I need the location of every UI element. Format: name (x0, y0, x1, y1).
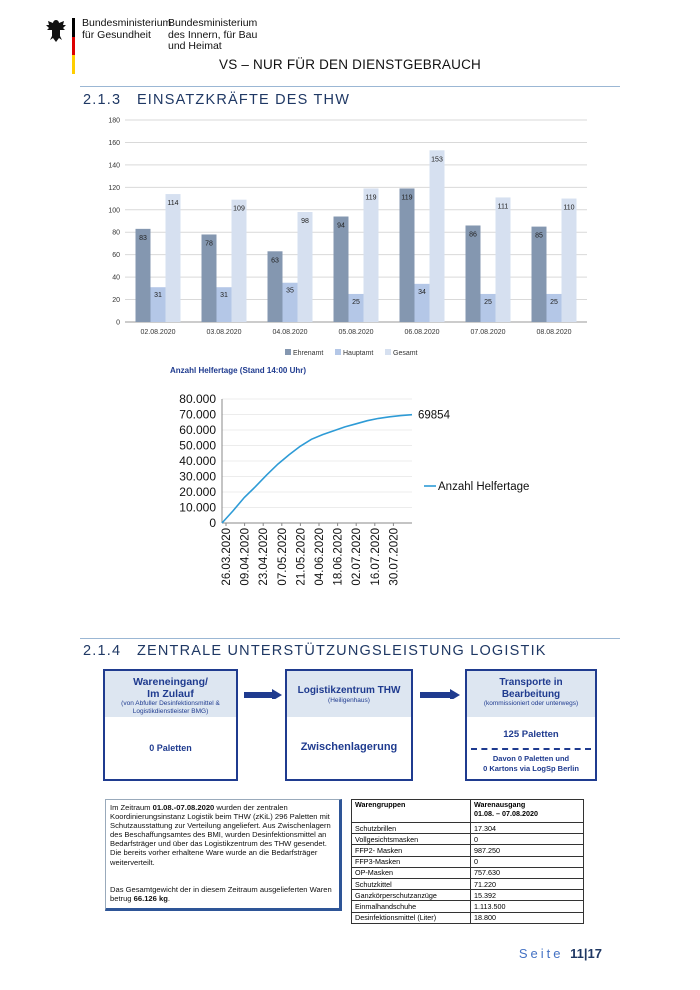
table-row (352, 867, 584, 878)
bar-ehrenamt (136, 229, 151, 322)
table-row (352, 823, 584, 834)
flow-box-transports-pallets: 125 Paletten (503, 729, 559, 740)
y-tick-label: 80 (112, 229, 120, 237)
x-tick-label: 30.07.2020 (388, 528, 401, 586)
bar-gesamt (166, 194, 181, 322)
x-tick-label: 08.08.2020 (536, 329, 572, 336)
line-chart-title: Anzahl Helfertage (Stand 14:00 Uhr) (170, 366, 307, 375)
bar-value-label: 114 (167, 200, 179, 208)
bar-gesamt (298, 212, 313, 322)
flow-box-transports-detail2: 0 Kartons via LogSp Berlin (483, 763, 579, 773)
table-cell-value: 17.304 (471, 823, 584, 834)
table-cell-group: Schutzkittel (352, 878, 471, 889)
table-row (352, 912, 584, 923)
bar-value-label: 110 (563, 204, 575, 212)
table-header-row (352, 800, 584, 823)
bar-gesamt (364, 188, 379, 322)
section-divider (80, 638, 620, 639)
flow-box-logistics-value: Zwischenlagerung (300, 741, 398, 753)
flow-box-transports-detail1: Davon 0 Paletten und (492, 754, 570, 763)
flow-box-incoming-value: 0 Paletten (149, 743, 192, 753)
bar-value-label: 25 (550, 298, 558, 306)
legend-label: Gesamt (393, 350, 418, 357)
line-chart-helper-days (170, 385, 550, 605)
y-tick-label: 160 (108, 139, 120, 147)
table-cell-group: Desinfektionsmittel (Liter) (352, 912, 471, 923)
x-tick-label: 05.08.2020 (338, 329, 374, 336)
y-tick-label: 20 (112, 297, 120, 305)
bar-ehrenamt (400, 188, 415, 322)
page-current: 11 (570, 946, 584, 961)
summary-paragraph-2: Das Gesamtgewicht der in diesem Zeitraum ausgelieferten Waren betrug 66.126 kg. (110, 884, 332, 903)
table-cell-group: Schutzbrillen (352, 823, 471, 834)
bar-value-label: 25 (484, 298, 492, 306)
x-tick-label: 16.07.2020 (369, 528, 382, 586)
x-tick-label: 04.06.2020 (314, 528, 326, 586)
x-tick-label: 09.04.2020 (239, 528, 252, 586)
flow-arrow-icon (420, 689, 460, 699)
bar-ehrenamt (466, 225, 481, 322)
goods-outgoing-table (351, 799, 584, 924)
table-cell-value: 18.800 (471, 912, 584, 923)
y-tick-label: 20.000 (179, 485, 216, 499)
flow-box-logistics-center (285, 669, 413, 781)
x-tick-label: 07.05.2020 (276, 528, 289, 586)
legend-swatch-gesamt (385, 349, 391, 355)
x-tick-label: 26.03.2020 (221, 528, 233, 586)
bar-gesamt (232, 200, 247, 322)
table-cell-group: FFP3-Masken (352, 856, 471, 867)
flow-box-incoming-sub1: (von Abfuller Desinfektionsmittel & (121, 700, 220, 707)
classification-label: VS – NUR FÜR DEN DIENSTGEBRAUCH (219, 57, 481, 72)
page-separator: | (583, 946, 588, 961)
x-tick-label: 18.06.2020 (332, 528, 345, 586)
series-line-helfertage (222, 415, 412, 523)
table-cell-group: FFP2- Masken (352, 845, 471, 856)
series-end-label: 69854 (418, 409, 450, 422)
bar-value-label: 86 (469, 231, 477, 239)
flow-box-incoming (103, 669, 238, 781)
table-header-outgoing-period: 01.08. – 07.08.2020 (474, 809, 538, 818)
flow-box-transports-detail (467, 754, 595, 773)
flow-box-transports (465, 669, 597, 781)
table-cell-value: 71.220 (471, 878, 584, 889)
y-tick-label: 180 (108, 117, 120, 125)
legend-swatch-hauptamt (335, 349, 341, 355)
x-tick-label: 21.05.2020 (295, 528, 308, 586)
flow-box-incoming-sub2: Logistikdienstleister BMG) (132, 708, 209, 715)
flow-box-incoming-title2: Im Zulauf (147, 688, 194, 700)
y-tick-label: 40 (112, 274, 120, 282)
page-number (519, 946, 602, 961)
table-row (352, 845, 584, 856)
bar-gesamt (496, 197, 511, 322)
bar-value-label: 78 (205, 240, 213, 248)
y-tick-label: 0 (209, 516, 216, 530)
flow-box-transports-title2: Bearbeitung (501, 688, 561, 700)
table-header-group: Warengruppen (352, 800, 471, 823)
bar-value-label: 31 (220, 292, 228, 300)
bar-value-label: 35 (286, 287, 294, 295)
table-cell-value: 1.113.500 (471, 901, 584, 912)
y-tick-label: 30.000 (179, 469, 216, 484)
table-cell-value: 15.392 (471, 890, 584, 901)
bar-value-label: 111 (497, 203, 509, 211)
table-header-outgoing (471, 800, 584, 823)
y-tick-label: 100 (108, 207, 120, 215)
bar-value-label: 94 (337, 222, 345, 230)
x-tick-label: 02.07.2020 (351, 528, 364, 586)
page-total: 17 (587, 946, 602, 961)
federal-eagle-logo (45, 18, 67, 44)
flow-box-logistics-sub: (Heiligenhaus) (328, 697, 370, 704)
table-cell-value: 0 (471, 856, 584, 867)
table-row (352, 856, 584, 867)
y-tick-label: 10.000 (179, 500, 216, 515)
table-cell-value: 987.250 (471, 845, 584, 856)
flow-box-logistics-title: Logistikzentrum THW (297, 685, 401, 696)
table-row (352, 834, 584, 845)
table-row (352, 890, 584, 901)
x-tick-label: 03.08.2020 (206, 329, 242, 336)
bar-value-label: 109 (233, 205, 245, 213)
bar-value-label: 119 (365, 194, 377, 202)
ministry-health-name: Bundesministerium für Gesundheit (82, 17, 172, 41)
bar-value-label: 31 (154, 292, 162, 300)
y-tick-label: 50.000 (179, 438, 216, 453)
goods-table-wrapper (351, 799, 584, 924)
table-cell-group: Einmalhandschuhe (352, 901, 471, 912)
bar-value-label: 83 (139, 234, 147, 242)
y-tick-label: 0 (116, 319, 120, 327)
section-heading-2-1-4: 2.1.4 ZENTRALE UNTERSTÜTZUNGSLEISTUNG LOGISTIK (83, 643, 547, 659)
section-heading-2-1-3: 2.1.3 EINSATZKRÄFTE DES THW (83, 92, 351, 108)
legend-label: Ehrenamt (293, 350, 324, 357)
legend-label: Hauptamt (343, 350, 374, 357)
bar-value-label: 153 (431, 156, 443, 164)
table-cell-value: 0 (471, 834, 584, 845)
x-tick-label: 04.08.2020 (272, 329, 308, 336)
table-row (352, 901, 584, 912)
ministry-interior-name: Bundesministerium des Innern, für Bau und Heimat (168, 17, 258, 52)
y-tick-label: 60.000 (179, 423, 216, 437)
dashed-divider (471, 748, 591, 750)
y-tick-label: 60 (112, 252, 120, 260)
summary-paragraph-1: Im Zeitraum 01.08.-07.08.2020 wurden der zentralen Koordinierungsinstanz Logistik beim THW (zKiL) 296 Paletten mit Schutzausstattung zur Verteilung angeliefert. Aus Zwischenlagern des Beschaffungsamtes des BMI, wurden Desinfektionsmittel an Bedarfsträger und über das Logistikzentrum des THW gesendet. Die bereits vorher erhaltene Ware wurde an die Bedarfsträger weiterverteilt. (110, 803, 331, 867)
y-tick-label: 120 (108, 184, 120, 192)
bar-value-label: 25 (352, 298, 360, 306)
bar-value-label: 98 (301, 218, 309, 226)
bar-value-label: 85 (535, 232, 543, 240)
x-tick-label: 23.04.2020 (258, 528, 271, 586)
logistics-summary-text (105, 799, 342, 911)
bar-value-label: 34 (418, 288, 426, 296)
flow-box-transports-title: Transporte in (499, 677, 563, 688)
section-divider (80, 86, 620, 87)
y-tick-label: 80.000 (179, 392, 216, 406)
table-row (352, 878, 584, 889)
legend-swatch-ehrenamt (285, 349, 291, 355)
bar-ehrenamt (202, 234, 217, 322)
bar-value-label: 119 (401, 194, 413, 202)
bar-gesamt (562, 199, 577, 322)
y-tick-label: 140 (108, 162, 120, 170)
x-tick-label: 02.08.2020 (140, 329, 176, 336)
table-cell-group: Vollgesichtsmasken (352, 834, 471, 845)
legend-label: Anzahl Helfertage (438, 481, 530, 493)
table-cell-value: 757.630 (471, 867, 584, 878)
table-cell-group: OP-Masken (352, 867, 471, 878)
x-tick-label: 07.08.2020 (470, 329, 506, 336)
y-tick-label: 40.000 (179, 454, 216, 468)
table-header-outgoing-title: Warenausgang (474, 800, 526, 809)
page-label: Seite (518, 946, 564, 961)
table-cell-group: Ganzkörperschutzanzüge (352, 890, 471, 901)
bar-chart-thw-forces (95, 110, 595, 360)
bar-value-label: 63 (271, 257, 279, 265)
x-tick-label: 06.08.2020 (404, 329, 440, 336)
y-tick-label: 70.000 (179, 407, 216, 422)
flow-box-transports-sub: (kommissioniert oder unterwegs) (483, 700, 579, 707)
flow-box-incoming-title: Wareneingang/ (133, 676, 208, 688)
flow-arrow-icon (244, 689, 282, 699)
bar-ehrenamt (334, 217, 349, 322)
bar-ehrenamt (532, 227, 547, 322)
bar-gesamt (430, 150, 445, 322)
